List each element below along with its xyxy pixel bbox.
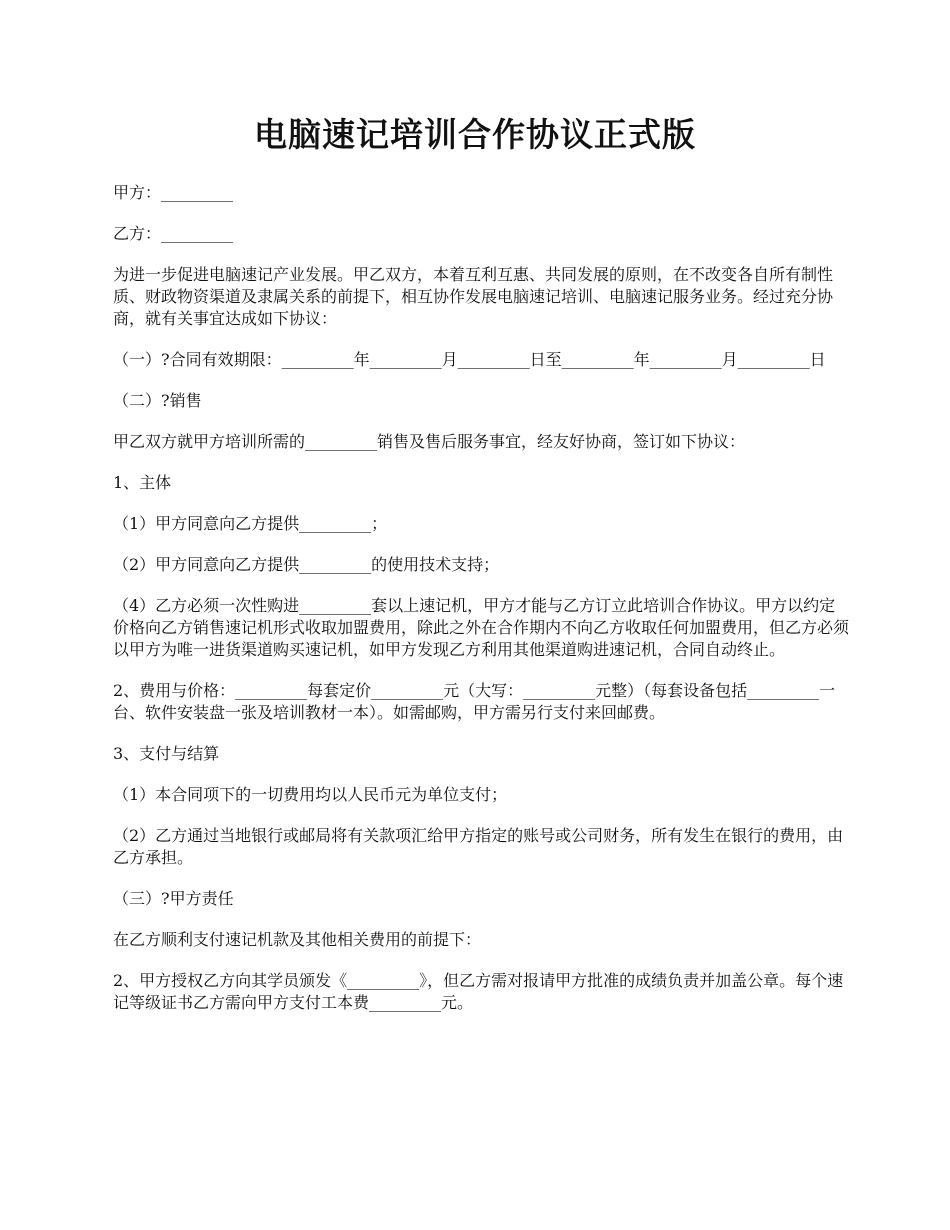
contract-term-clause: （一）?合同有效期限：_________年_________月_________日至_________年_________月_________日: [113, 350, 826, 369]
subsection-heading-subject: 1、主体: [113, 473, 172, 492]
section-heading-party-a-duties: （三）?甲方责任: [113, 889, 234, 908]
document-body: [113, 182, 849, 1033]
fees-and-price-clause: 2、费用与价格：_________每套定价_________元（大写：_________元整）（每套设备包括_________一台、软件安装盘一张及培训教材一本）。如需邮购，甲方需另行支付来回邮费。: [113, 681, 836, 722]
document-title: 电脑速记培训合作协议正式版: [254, 115, 696, 154]
duty-clause-2: 2、甲方授权乙方向其学员颁发《_________》，但乙方需对报请甲方批准的成绩负责并加盖公章。每个速记等级证书乙方需向甲方支付工本费_________元。: [113, 971, 844, 1012]
intro-paragraph: 为进一步促进电脑速记产业发展。甲乙双方，本着互利互惠、共同发展的原则，在不改变各自所有制性质、财政物资渠道及隶属关系的前提下，相互协作发展电脑速记培训、电脑速记服务业务。经过充分协商，就有关事宜达成如下协议：: [113, 265, 834, 328]
sales-intro-paragraph: 甲乙双方就甲方培训所需的_________销售及售后服务事宜，经友好协商，签订如下协议：: [113, 432, 746, 451]
clause-1-4: （4）乙方必须一次性购进_________套以上速记机，甲方才能与乙方订立此培训合作协议。甲方以约定价格向乙方销售速记机形式收取加盟费用，除此之外在合作期内不向乙方收取任何加盟费用，但乙方必须以甲方为唯一进货渠道购买速记机，如甲方发现乙方利用其他渠道购进速记机，合同自动终止。: [113, 596, 850, 659]
clause-3-2: （2）乙方通过当地银行或邮局将有关款项汇给甲方指定的账号或公司财务，所有发生在银行的费用，由乙方承担。: [113, 826, 844, 867]
section-heading-sales: （二）?销售: [113, 391, 202, 410]
duties-intro-paragraph: 在乙方顺利支付速记机款及其他相关费用的前提下：: [113, 930, 482, 949]
clause-1-2: （2）甲方同意向乙方提供_________的使用技术支持；: [113, 555, 500, 574]
party-a-line: 甲方：_________: [113, 183, 234, 202]
subsection-heading-payment: 3、支付与结算: [113, 744, 220, 763]
party-b-line: 乙方：_________: [113, 224, 234, 243]
clause-1-1: （1）甲方同意向乙方提供_________；: [113, 514, 388, 533]
clause-3-1: （1）本合同项下的一切费用均以人民币元为单位支付；: [113, 785, 508, 804]
